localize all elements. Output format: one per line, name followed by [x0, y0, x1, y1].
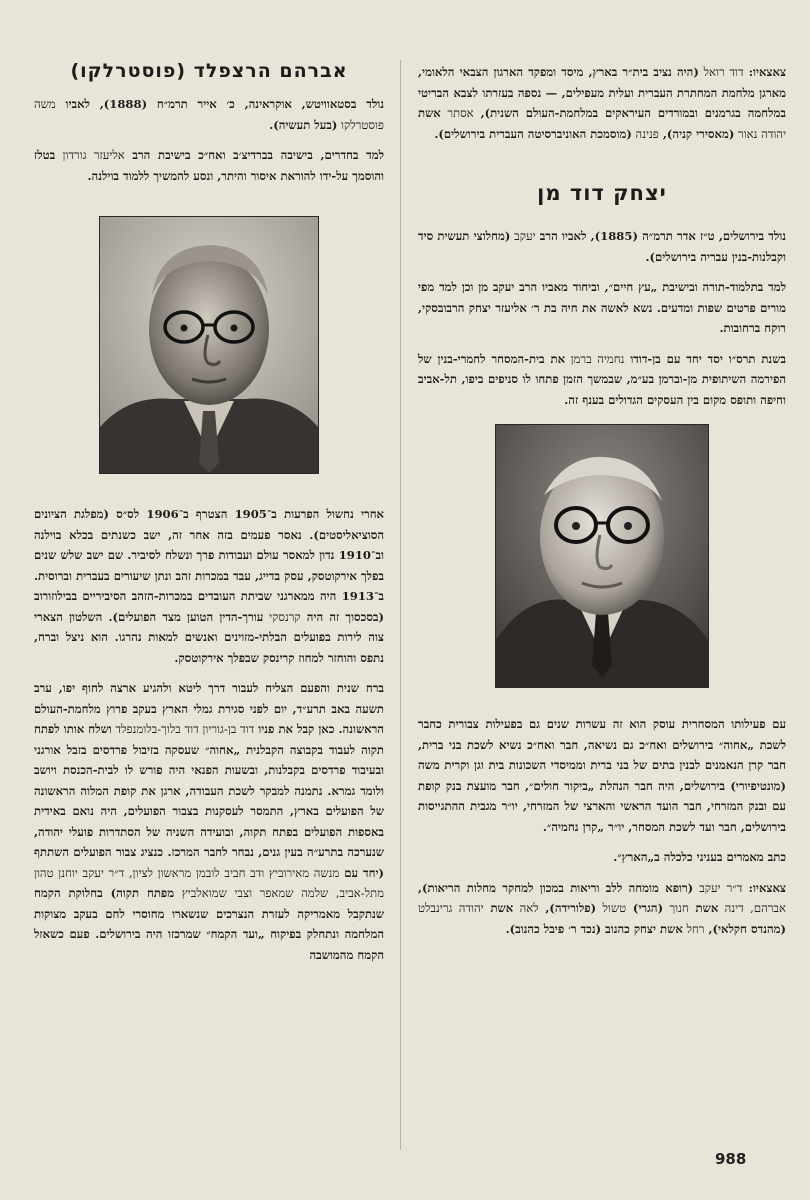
- text-run: נולד בירושלים, ט״ז אדר תרמ״ה (1885), לאביו הרב: [535, 229, 787, 243]
- text-run: יעקב: [510, 229, 536, 243]
- paragraph: [34, 504, 384, 668]
- paragraph: [418, 349, 786, 411]
- paragraph: [34, 145, 384, 186]
- entry-heading-yitzhak-david-man: יצחק דוד מן: [537, 181, 667, 205]
- text-run: יהודה גרינבלט: [418, 901, 484, 915]
- text-run: (הגרי): [626, 901, 664, 915]
- text-run: (היה נציב בית״ר בארץ, מיסד ומפקד הארגון הצבאי הלאומי, מארגן מלחמת המחתרת העברית ועלית מעפילים, — נספה בעזרתו לצבא הבריטי במלחמה בגרמנים ובמורדים העיראקים במלחמת-העולם השנית),: [418, 65, 786, 120]
- text-run: (מחלוצי תעשית סיד וקבלנות-בנין עבריה בירושלים).: [418, 229, 786, 264]
- text-run: מפתח תקוה) בחלוקת הקמח שנתקבל מאמריקה לעזרת הנצרכים שנשארו מחוסרי לחם בעקב מצוקות המלחמה ונתחלק בפיקוח „ועד הקמח״ שמרכזו היה בירושלים. פעם כשאזל הקמח מהמושבה: [34, 886, 384, 962]
- text-run: למד בתלמוד-תורה ובישיבת „עץ חיים״, וביחוד מאביו הרב יעקב מן וכן למד מפי מורים פרטים שפות ומדעים. נשא לאשה את חיה בת ר׳ אליעזר יצחק הרבובסקי, רוקח ברחובות.: [418, 280, 786, 335]
- text-run: נולד בסטאוויטש, אוקראינה, כ׳ אייר תרמ״ח (1888), לאביו: [55, 97, 384, 111]
- text-run: בטלז והוסמך על-ידו להוראת איסור והיתר, ונסע להמשיך ללמוד בוילנה.: [34, 148, 384, 183]
- text-run: אסתר: [440, 106, 474, 120]
- text-run: רחל: [682, 921, 705, 936]
- paragraph: [418, 847, 786, 868]
- text-run: לאה: [513, 901, 539, 915]
- text-run: את בית-המסחר לחמרי-בנין של הפירמה השיתופית מן-וברמן בע״מ, שבמשך הזמן פתחו לו סניפים ביפו, תל-אביב וחיפה ותופס מקום בין העסקים הגדולים בענף זה.: [418, 351, 786, 407]
- entry-body-man: [418, 226, 786, 410]
- text-run: יהודה נאור: [734, 126, 786, 141]
- text-run: אשת יצחק כהנוב: [601, 921, 683, 936]
- text-run: נחמיה ברמן: [565, 351, 625, 366]
- text-run: דוד בלוך-בלומנפלד: [111, 722, 199, 736]
- text-run: דוד רואל: [698, 65, 744, 79]
- text-run: ברח שנית והפעם הצליח לעבור דרך ליטא ולהגיע ארצה לחוף יפו, ערב תשעה באב תרע״ד, יום לפני סגירת גמלי הארץ בעקב פרוץ מלחמת-העולם הראשונה. כאן קבל את פניו: [34, 681, 384, 736]
- text-run: (נכד ר׳ פיבל כהנוב).: [505, 921, 602, 936]
- text-run: אחרי נחשול הפרעות ב־1905 הצטרף ב־1906 לס״ס (מפלגת הציונים הסוציאליסטים). נאסר פעמים בזה אחר זה, ישב כשנתים בכלא בוילנה וב־1910 נדון למאסר עולם ועבודות פרך ונשלח לסיביר. שם ישב שלש שנים בפלך אירקוטסק, עסק בדייג, עבד במכרות זהב ונתן שיעורים בעברית וברוסית. ב־1913 היה ממארגני שביתת העובדים במכרות-הזהב הסיביריים בבילוזורוב (בסכסוך זה היה: [34, 507, 385, 624]
- text-run: (מהנדס חקלאי),: [704, 921, 786, 936]
- text-run: אשת: [418, 106, 441, 120]
- text-run: ד״ר יעקב: [693, 880, 743, 895]
- entry-heading-avraham-herzfeld: אברהם הרצפלד (פוסטרלקו): [70, 60, 348, 82]
- paragraph: [34, 678, 384, 965]
- portrait-photo-herzfeld: [99, 216, 319, 474]
- column-divider: [400, 60, 401, 1150]
- text-run: חנוך: [663, 901, 689, 915]
- text-run: בשנת תרס״ו יסד יחד עם בן-דודו: [624, 351, 787, 366]
- entry-body-herzfeld: [34, 94, 384, 186]
- text-run: דוד בן-גוריון: [198, 722, 255, 736]
- paragraph: [418, 878, 786, 940]
- paragraph: [418, 226, 786, 267]
- paragraph: [34, 94, 384, 135]
- text-run: מנשה מאירוביץ: [264, 865, 340, 880]
- entry-body-herzfeld-continued: [34, 504, 384, 965]
- page-number: 988: [715, 1150, 747, 1168]
- text-run: עורך-הדין הטוען מצד הפועלים). השלטון הצארי צוה לירות בפועלים הבלתי-מזוינים ואנשים למאות נהרגו. הוא ניצל וברח, נתפס והוחזר למחוז קרינסק שבפלך אירקוטסק.: [34, 609, 384, 665]
- text-run: משה פוסטרלקו: [34, 97, 384, 132]
- text-run: ושלח אותו לפתח תקוה לעבוד בקבוצה הקבלנית „אחוה״ שעסקה בזיבול פרדסים בזבל אורגני ובעיבוד פרדסים בקבלנות, ובשעות הפנאי היה פורש לו לבית-הכנסת ויושב ולומד גמרא. נתמנה למבקר לשכת העבודה, ארגן את קופת המלוה הראשונה של הפועלים בארץ, התמסר לעסקנות בצבור הפועלים, היה נואם באידית באספות הפועלים בפתח תקוה, ובועידה השניה של הסתדרות פועלי יהודה, שנערכה בתרע״ה בעין גנים, נבחר לחבר המרכז. כנציג צבור הפועלים השתתף (יחד עם: [34, 722, 385, 880]
- text-run: (רופא מומחה ללב וריאות במכון למחקר מחלות הריאות),: [418, 880, 694, 895]
- text-run: דינה: [718, 901, 744, 915]
- text-run: כתב מאמרים בעניני כלכלה ב„הארץ״.: [613, 850, 786, 864]
- text-run: עם פעילותו המסחרית עוסק הוא זה עשרות שנים גם בפעילות צבורית כחבר לשכת „אחוה״ בירושלים ואח״כ גם נשיאה, חבר ואח״כ נשיא לשכת בני ברית, חבר קרן הנאמנים לבנין בתים של בני ברית וממיסדי השכונות בית וגן וקרית משה (מונטיפיורי) בירושלים, היה חבר הנהלת „ביקור חולים״, חבר מועצת בנק קופת עם ובנק המזרחי, חבר הועד הראשי והארצי של המזרחי, יו״ר מגבית ההתגייסות בירושלים, חבר ועד לשכת המסחר, יו״ר „קרן נחמיה״.: [418, 717, 786, 834]
- entry-body-man-continued: [418, 714, 786, 939]
- paragraph: [418, 714, 786, 837]
- text-run: צאצאיו:: [742, 880, 787, 895]
- text-run: (מוסמכת האוניברסיטה העברית בירושלים).: [434, 126, 632, 141]
- text-run: למד בחדרים, בישיבה בברדיצ׳ב ואח״כ בישיבת הרב: [124, 148, 384, 162]
- paragraph: [418, 277, 786, 339]
- text-run: אברהם,: [743, 901, 786, 915]
- right-column: [418, 62, 786, 949]
- text-run: (בעל תעשיה).: [269, 117, 338, 132]
- text-run: אליעזר גורדון: [55, 148, 125, 162]
- text-run: (פלורידה),: [538, 901, 597, 915]
- text-run: צאצאיו:: [743, 65, 787, 79]
- previous-entry-descendants: [418, 62, 786, 144]
- left-column: [34, 58, 384, 975]
- text-run: אשת: [483, 901, 514, 915]
- text-run: ודב חביב לובמן מראשון לציון, ד״ר יעקב יוחנן טהון מתל-אביב, שלמה שמאפר וצבי שמואלביץ: [34, 865, 384, 900]
- text-run: (מאסירי קניה),: [658, 126, 735, 141]
- text-run: טשול: [596, 901, 627, 915]
- text-run: קרנסקי: [263, 609, 301, 624]
- portrait-photo-man: [495, 424, 709, 688]
- text-run: פנינה: [631, 126, 659, 141]
- text-run: אשת: [688, 901, 719, 915]
